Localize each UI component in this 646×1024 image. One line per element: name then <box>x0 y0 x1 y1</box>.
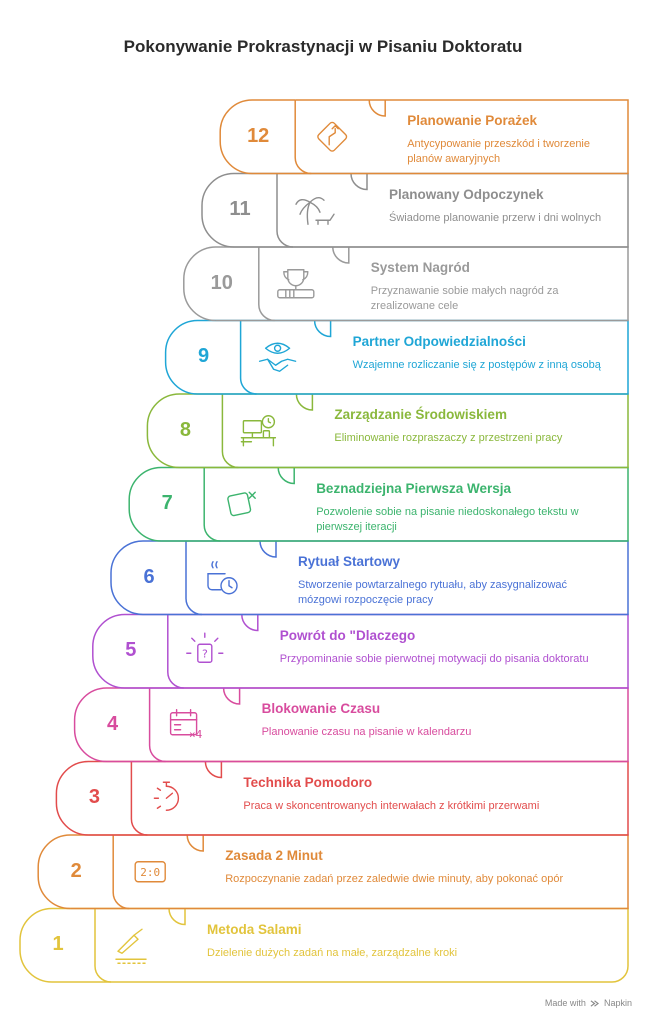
step-9-description: Wzajemne rozliczanie się z postępów z inną osobą <box>352 358 601 371</box>
workspace-desk-icon <box>241 416 275 446</box>
step-1-number: 1 <box>52 933 64 956</box>
step-7-title: Beznadziejna Pierwsza Wersja <box>316 480 512 496</box>
rough-draft-icon <box>227 492 255 516</box>
step-11-description: Świadome planowanie przerw i dni wolnych <box>389 211 602 224</box>
brand-label: Napkin <box>603 998 632 1008</box>
coffee-clock-icon <box>208 562 237 594</box>
step-7-description: Pozwolenie sobie na pisanie niedoskonałego tekstu w pierwszej iteracji <box>316 505 579 533</box>
step-2-title: Zasada 2 Minut <box>225 848 323 863</box>
pomodoro-timer-icon <box>154 782 178 810</box>
step-3-title: Technika Pomodoro <box>243 774 373 790</box>
step-6-description: Stworzenie powtarzalnego rytuału, aby zasygnalizować mózgowi rozpoczęcie pracy <box>298 579 568 606</box>
step-8-title: Zarządzanie Środowiskiem <box>334 407 507 422</box>
step-5-title: Powrót do "Dlaczego <box>279 627 416 643</box>
step-12-description: Antycypowanie przeszkód i tworzenie planów awaryjnych <box>407 138 590 165</box>
step-3-number: 3 <box>88 786 100 809</box>
svg-text:2:0: 2:0 <box>140 865 161 879</box>
step-8-number: 8 <box>179 418 191 441</box>
detour-sign-icon <box>317 121 348 152</box>
step-12-title: Planowanie Porażek <box>407 113 537 128</box>
step-2-number: 2 <box>70 859 82 882</box>
svg-text:?: ? <box>201 647 209 661</box>
step-4-title: Blokowanie Czasu <box>261 701 381 716</box>
step-11-number: 11 <box>229 198 251 221</box>
step-1-description: Dzielenie dużych zadań na małe, zarządzalne kroki <box>207 946 458 959</box>
napkin-logo-icon <box>590 999 599 1008</box>
question-light-icon <box>187 633 223 662</box>
step-4-number: 4 <box>107 712 119 735</box>
digital-timer-icon <box>135 862 165 882</box>
footer <box>545 998 632 1008</box>
step-10-title: System Nagród <box>370 260 470 275</box>
page-title: Pokonywanie Prokrastynacji w Pisaniu Doktoratu <box>123 37 523 56</box>
palm-tree-lounger-icon <box>296 198 334 225</box>
step-8-description: Eliminowanie rozpraszaczy z przestrzeni pracy <box>334 432 563 444</box>
calendar-icon <box>171 710 203 741</box>
step-3-description: Praca w skoncentrowanych interwałach z krótkimi przerwami <box>243 799 540 812</box>
step-2-description: Rozpoczynanie zadań przez zaledwie dwie minuty, aby pokonać opór <box>225 873 564 885</box>
svg-text:×4: ×4 <box>188 727 203 741</box>
step-12-number: 12 <box>247 124 270 147</box>
step-10-description: Przyznawanie sobie małych nagród za zrealizowane cele <box>370 285 559 312</box>
step-5-description: Przypominanie sobie pierwotnej motywacji do pisania doktoratu <box>279 652 589 665</box>
step-7-number: 7 <box>161 492 173 515</box>
step-11-title: Planowany Odpoczynek <box>389 186 544 202</box>
step-1-title: Metoda Salami <box>207 921 302 937</box>
step-10-number: 10 <box>210 271 233 294</box>
handshake-eye-icon <box>260 343 296 371</box>
knife-cutting-icon <box>116 929 146 963</box>
step-6-number: 6 <box>143 565 155 588</box>
step-6-title: Rytuał Startowy <box>298 554 401 569</box>
trophy-icon <box>278 270 314 298</box>
made-with-label: Made with <box>544 998 586 1008</box>
step-9-title: Partner Odpowiedzialności <box>352 333 526 349</box>
step-9-number: 9 <box>198 345 210 368</box>
step-5-number: 5 <box>125 639 137 662</box>
step-4-description: Planowanie czasu na pisanie w kalendarzu <box>261 726 472 738</box>
